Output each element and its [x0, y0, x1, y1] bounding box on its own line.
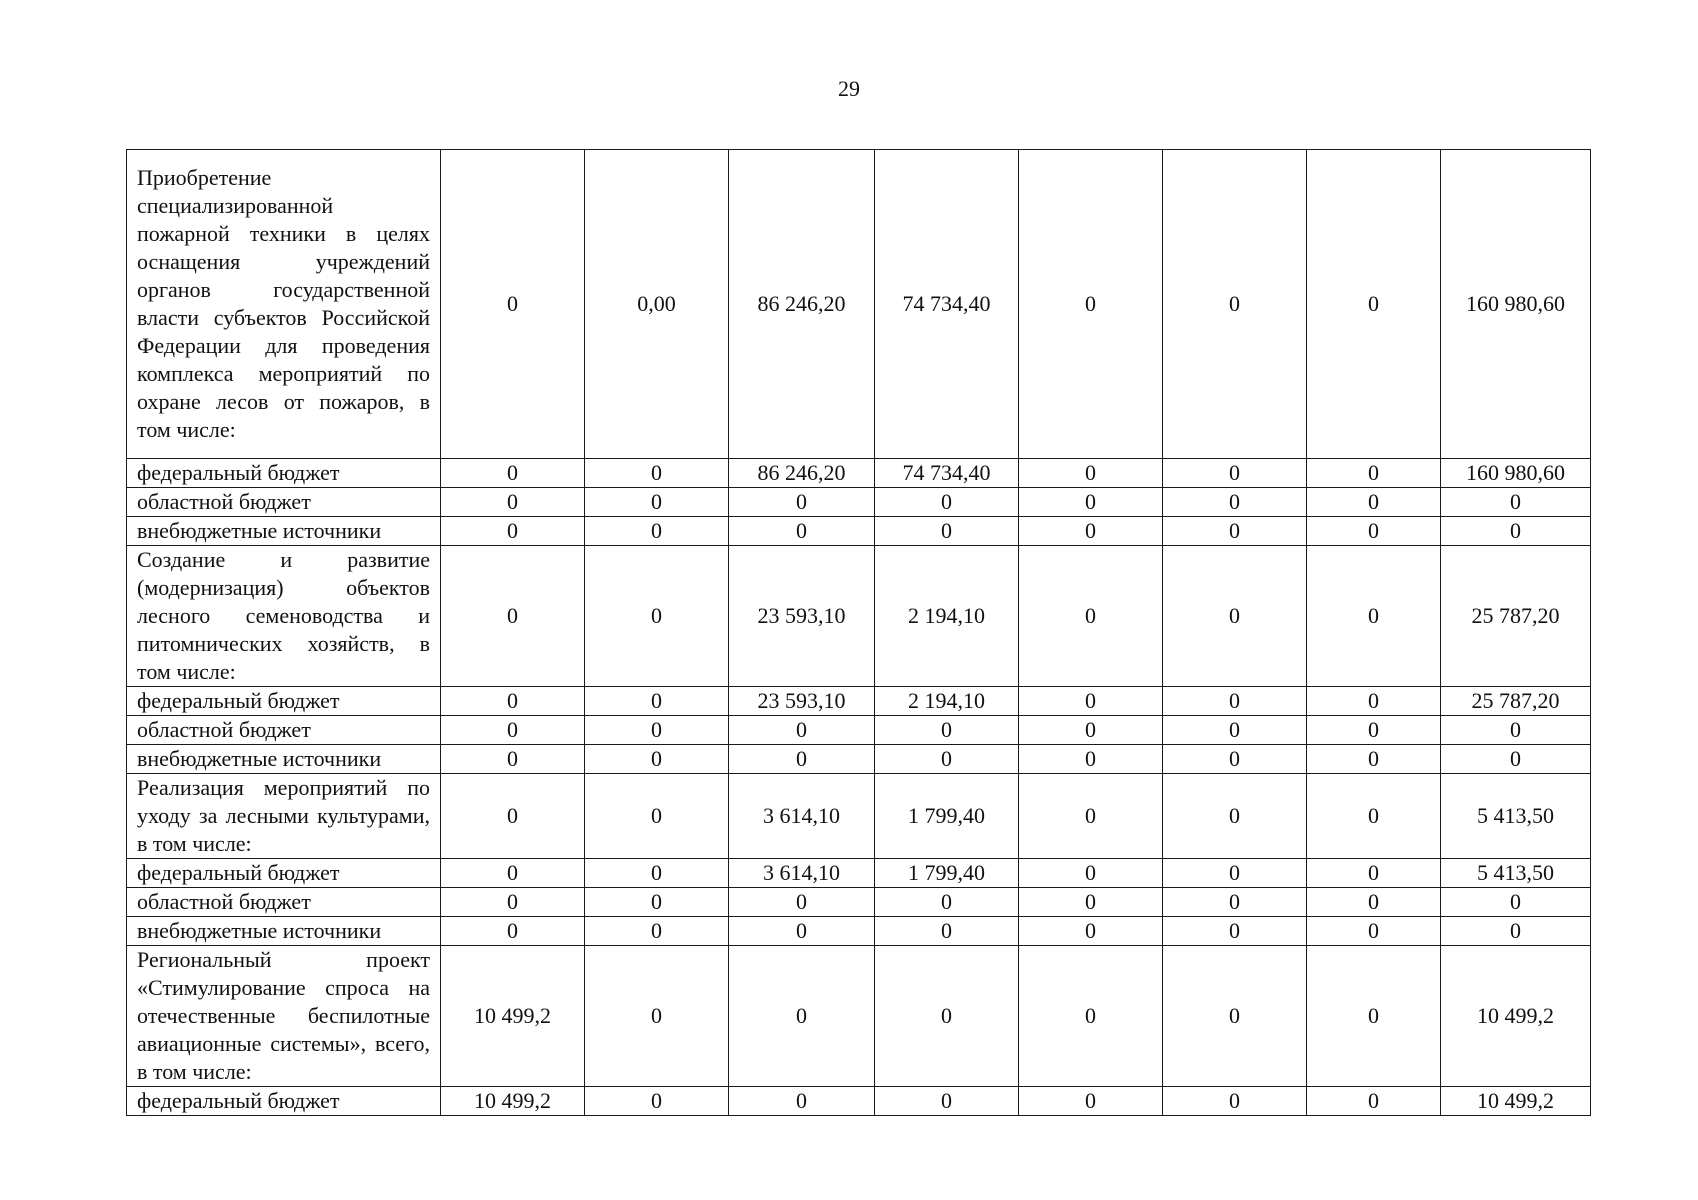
- table-cell: 0: [729, 946, 875, 1087]
- table-cell: 0: [875, 488, 1019, 517]
- table-cell: 0: [1307, 716, 1441, 745]
- table-cell: 0: [441, 517, 585, 546]
- table-row: [127, 946, 1591, 1087]
- table-row: [127, 888, 1591, 917]
- table-cell: 86 246,20: [729, 150, 875, 459]
- table-cell: 0: [441, 888, 585, 917]
- table-cell: 25 787,20: [1441, 546, 1591, 687]
- row-label: областной бюджет: [127, 488, 441, 517]
- table-cell: 74 734,40: [875, 459, 1019, 488]
- table-cell: 0: [585, 859, 729, 888]
- page-number: 29: [838, 76, 860, 101]
- table-cell: 0: [585, 716, 729, 745]
- table-cell: 0: [729, 888, 875, 917]
- table-cell: 0: [1163, 917, 1307, 946]
- table-cell: 0: [441, 459, 585, 488]
- table-cell: 0: [441, 745, 585, 774]
- table-cell: 0: [875, 745, 1019, 774]
- table-cell: 0: [1441, 716, 1591, 745]
- table-cell: 10 499,2: [1441, 1087, 1591, 1116]
- table-cell: 0: [1307, 488, 1441, 517]
- table-row: [127, 1087, 1591, 1116]
- table-cell: 0: [875, 517, 1019, 546]
- table-cell: 0: [1019, 774, 1163, 859]
- table-cell: 3 614,10: [729, 859, 875, 888]
- row-label: внебюджетные источники: [127, 517, 441, 546]
- row-label: внебюджетные источники: [127, 917, 441, 946]
- row-label: федеральный бюджет: [127, 859, 441, 888]
- table-cell: 0: [1019, 745, 1163, 774]
- table-cell: 0: [585, 917, 729, 946]
- table-cell: 0: [1163, 687, 1307, 716]
- table-cell: 2 194,10: [875, 546, 1019, 687]
- table-cell: 0: [1019, 888, 1163, 917]
- table-cell: 0: [585, 687, 729, 716]
- table-cell: 0: [1441, 745, 1591, 774]
- table-row: [127, 774, 1591, 859]
- row-label: внебюджетные источники: [127, 745, 441, 774]
- row-label: федеральный бюджет: [127, 459, 441, 488]
- table-cell: 0: [1163, 859, 1307, 888]
- table-cell: 74 734,40: [875, 150, 1019, 459]
- row-label: Создание и развитие (модернизация) объектов лесного семеноводства и питомнических хозяйств, в том числе:: [127, 546, 441, 687]
- table-row: [127, 150, 1591, 459]
- table-cell: 23 593,10: [729, 687, 875, 716]
- table-cell: 0: [1019, 150, 1163, 459]
- budget-table: [126, 149, 1591, 1116]
- table-cell: 0: [1163, 745, 1307, 774]
- table-cell: 0: [441, 859, 585, 888]
- table-row: [127, 546, 1591, 687]
- table-cell: 10 499,2: [441, 946, 585, 1087]
- table-cell: 0: [441, 917, 585, 946]
- table-cell: 0: [1019, 1087, 1163, 1116]
- table-cell: 0: [875, 917, 1019, 946]
- table-cell: 0: [1307, 150, 1441, 459]
- row-label: Приобретение специализированной пожарной техники в целях оснащения учреждений органов государственной власти субъектов Российской Федерации для проведения комплекса мероприятий по охране лесов от пожаров, в том числе:: [127, 150, 441, 459]
- table-row: [127, 488, 1591, 517]
- table-cell: 0: [1307, 517, 1441, 546]
- table-row: [127, 745, 1591, 774]
- table-cell: 0: [441, 687, 585, 716]
- table-cell: 5 413,50: [1441, 774, 1591, 859]
- table-cell: 0: [1307, 546, 1441, 687]
- table-cell: 0: [1307, 745, 1441, 774]
- table-cell: 0: [1163, 517, 1307, 546]
- table-row: [127, 517, 1591, 546]
- table-cell: 86 246,20: [729, 459, 875, 488]
- table-row: [127, 716, 1591, 745]
- table-cell: 0: [1163, 716, 1307, 745]
- table-cell: 0: [1441, 917, 1591, 946]
- table-cell: 0: [875, 716, 1019, 745]
- table-row: [127, 917, 1591, 946]
- row-label: областной бюджет: [127, 716, 441, 745]
- table-cell: 0: [1019, 687, 1163, 716]
- table-cell: 0: [729, 517, 875, 546]
- table-cell: 0: [441, 774, 585, 859]
- table-cell: 1 799,40: [875, 774, 1019, 859]
- table-cell: 0: [875, 1087, 1019, 1116]
- row-label: федеральный бюджет: [127, 687, 441, 716]
- table-cell: 0: [1441, 488, 1591, 517]
- table-cell: 0: [729, 716, 875, 745]
- table-cell: 0: [585, 459, 729, 488]
- table-cell: 3 614,10: [729, 774, 875, 859]
- table-cell: 0: [1163, 459, 1307, 488]
- table-cell: 0: [441, 150, 585, 459]
- table-cell: 10 499,2: [441, 1087, 585, 1116]
- table-cell: 23 593,10: [729, 546, 875, 687]
- table-cell: 0: [1441, 517, 1591, 546]
- table-cell: 0: [1163, 1087, 1307, 1116]
- table-cell: 0: [441, 546, 585, 687]
- table-cell: 0: [441, 716, 585, 745]
- table-cell: 0: [441, 488, 585, 517]
- table-cell: 0: [1019, 488, 1163, 517]
- table-cell: 0: [585, 1087, 729, 1116]
- table-row: [127, 459, 1591, 488]
- table-cell: 0: [1307, 774, 1441, 859]
- table-cell: 0: [585, 946, 729, 1087]
- table-cell: 0: [585, 774, 729, 859]
- table-cell: 160 980,60: [1441, 459, 1591, 488]
- table-cell: 0: [585, 888, 729, 917]
- table-cell: 0: [585, 745, 729, 774]
- table-cell: 0: [1019, 716, 1163, 745]
- table-cell: 0: [585, 488, 729, 517]
- table-cell: 0: [1163, 946, 1307, 1087]
- table-cell: 0: [1307, 888, 1441, 917]
- table-cell: 0: [1441, 888, 1591, 917]
- table-cell: 0: [729, 1087, 875, 1116]
- table-cell: 0: [1163, 546, 1307, 687]
- table-cell: 0: [1163, 888, 1307, 917]
- table-cell: 0: [1307, 859, 1441, 888]
- table-row: [127, 687, 1591, 716]
- row-label: Реализация мероприятий по уходу за лесными культурами, в том числе:: [127, 774, 441, 859]
- row-label: Региональный проект «Стимулирование спроса на отечественные беспилотные авиационные системы», всего, в том числе:: [127, 946, 441, 1087]
- table-cell: 2 194,10: [875, 687, 1019, 716]
- table-cell: 0: [875, 888, 1019, 917]
- table-cell: 25 787,20: [1441, 687, 1591, 716]
- table-cell: 0: [1163, 488, 1307, 517]
- table-cell: 0: [1307, 1087, 1441, 1116]
- table-cell: 5 413,50: [1441, 859, 1591, 888]
- table-cell: 10 499,2: [1441, 946, 1591, 1087]
- table-cell: 0: [729, 917, 875, 946]
- table-cell: 160 980,60: [1441, 150, 1591, 459]
- table-cell: 0: [1163, 150, 1307, 459]
- table-cell: 1 799,40: [875, 859, 1019, 888]
- row-label: федеральный бюджет: [127, 1087, 441, 1116]
- table-cell: 0: [1019, 946, 1163, 1087]
- table-cell: 0: [1019, 546, 1163, 687]
- table-cell: 0: [1019, 459, 1163, 488]
- table-cell: 0: [1307, 687, 1441, 716]
- table-cell: 0: [1307, 946, 1441, 1087]
- table-cell: 0: [1307, 917, 1441, 946]
- table-cell: 0: [1163, 774, 1307, 859]
- table-cell: 0: [1019, 859, 1163, 888]
- table-cell: 0: [1019, 517, 1163, 546]
- row-label: областной бюджет: [127, 888, 441, 917]
- table-cell: 0: [729, 488, 875, 517]
- table-cell: 0: [1307, 459, 1441, 488]
- table-cell: 0: [585, 546, 729, 687]
- table-cell: 0: [729, 745, 875, 774]
- table-cell: 0: [875, 946, 1019, 1087]
- table-row: [127, 859, 1591, 888]
- table-cell: 0,00: [585, 150, 729, 459]
- table-cell: 0: [1019, 917, 1163, 946]
- table-cell: 0: [585, 517, 729, 546]
